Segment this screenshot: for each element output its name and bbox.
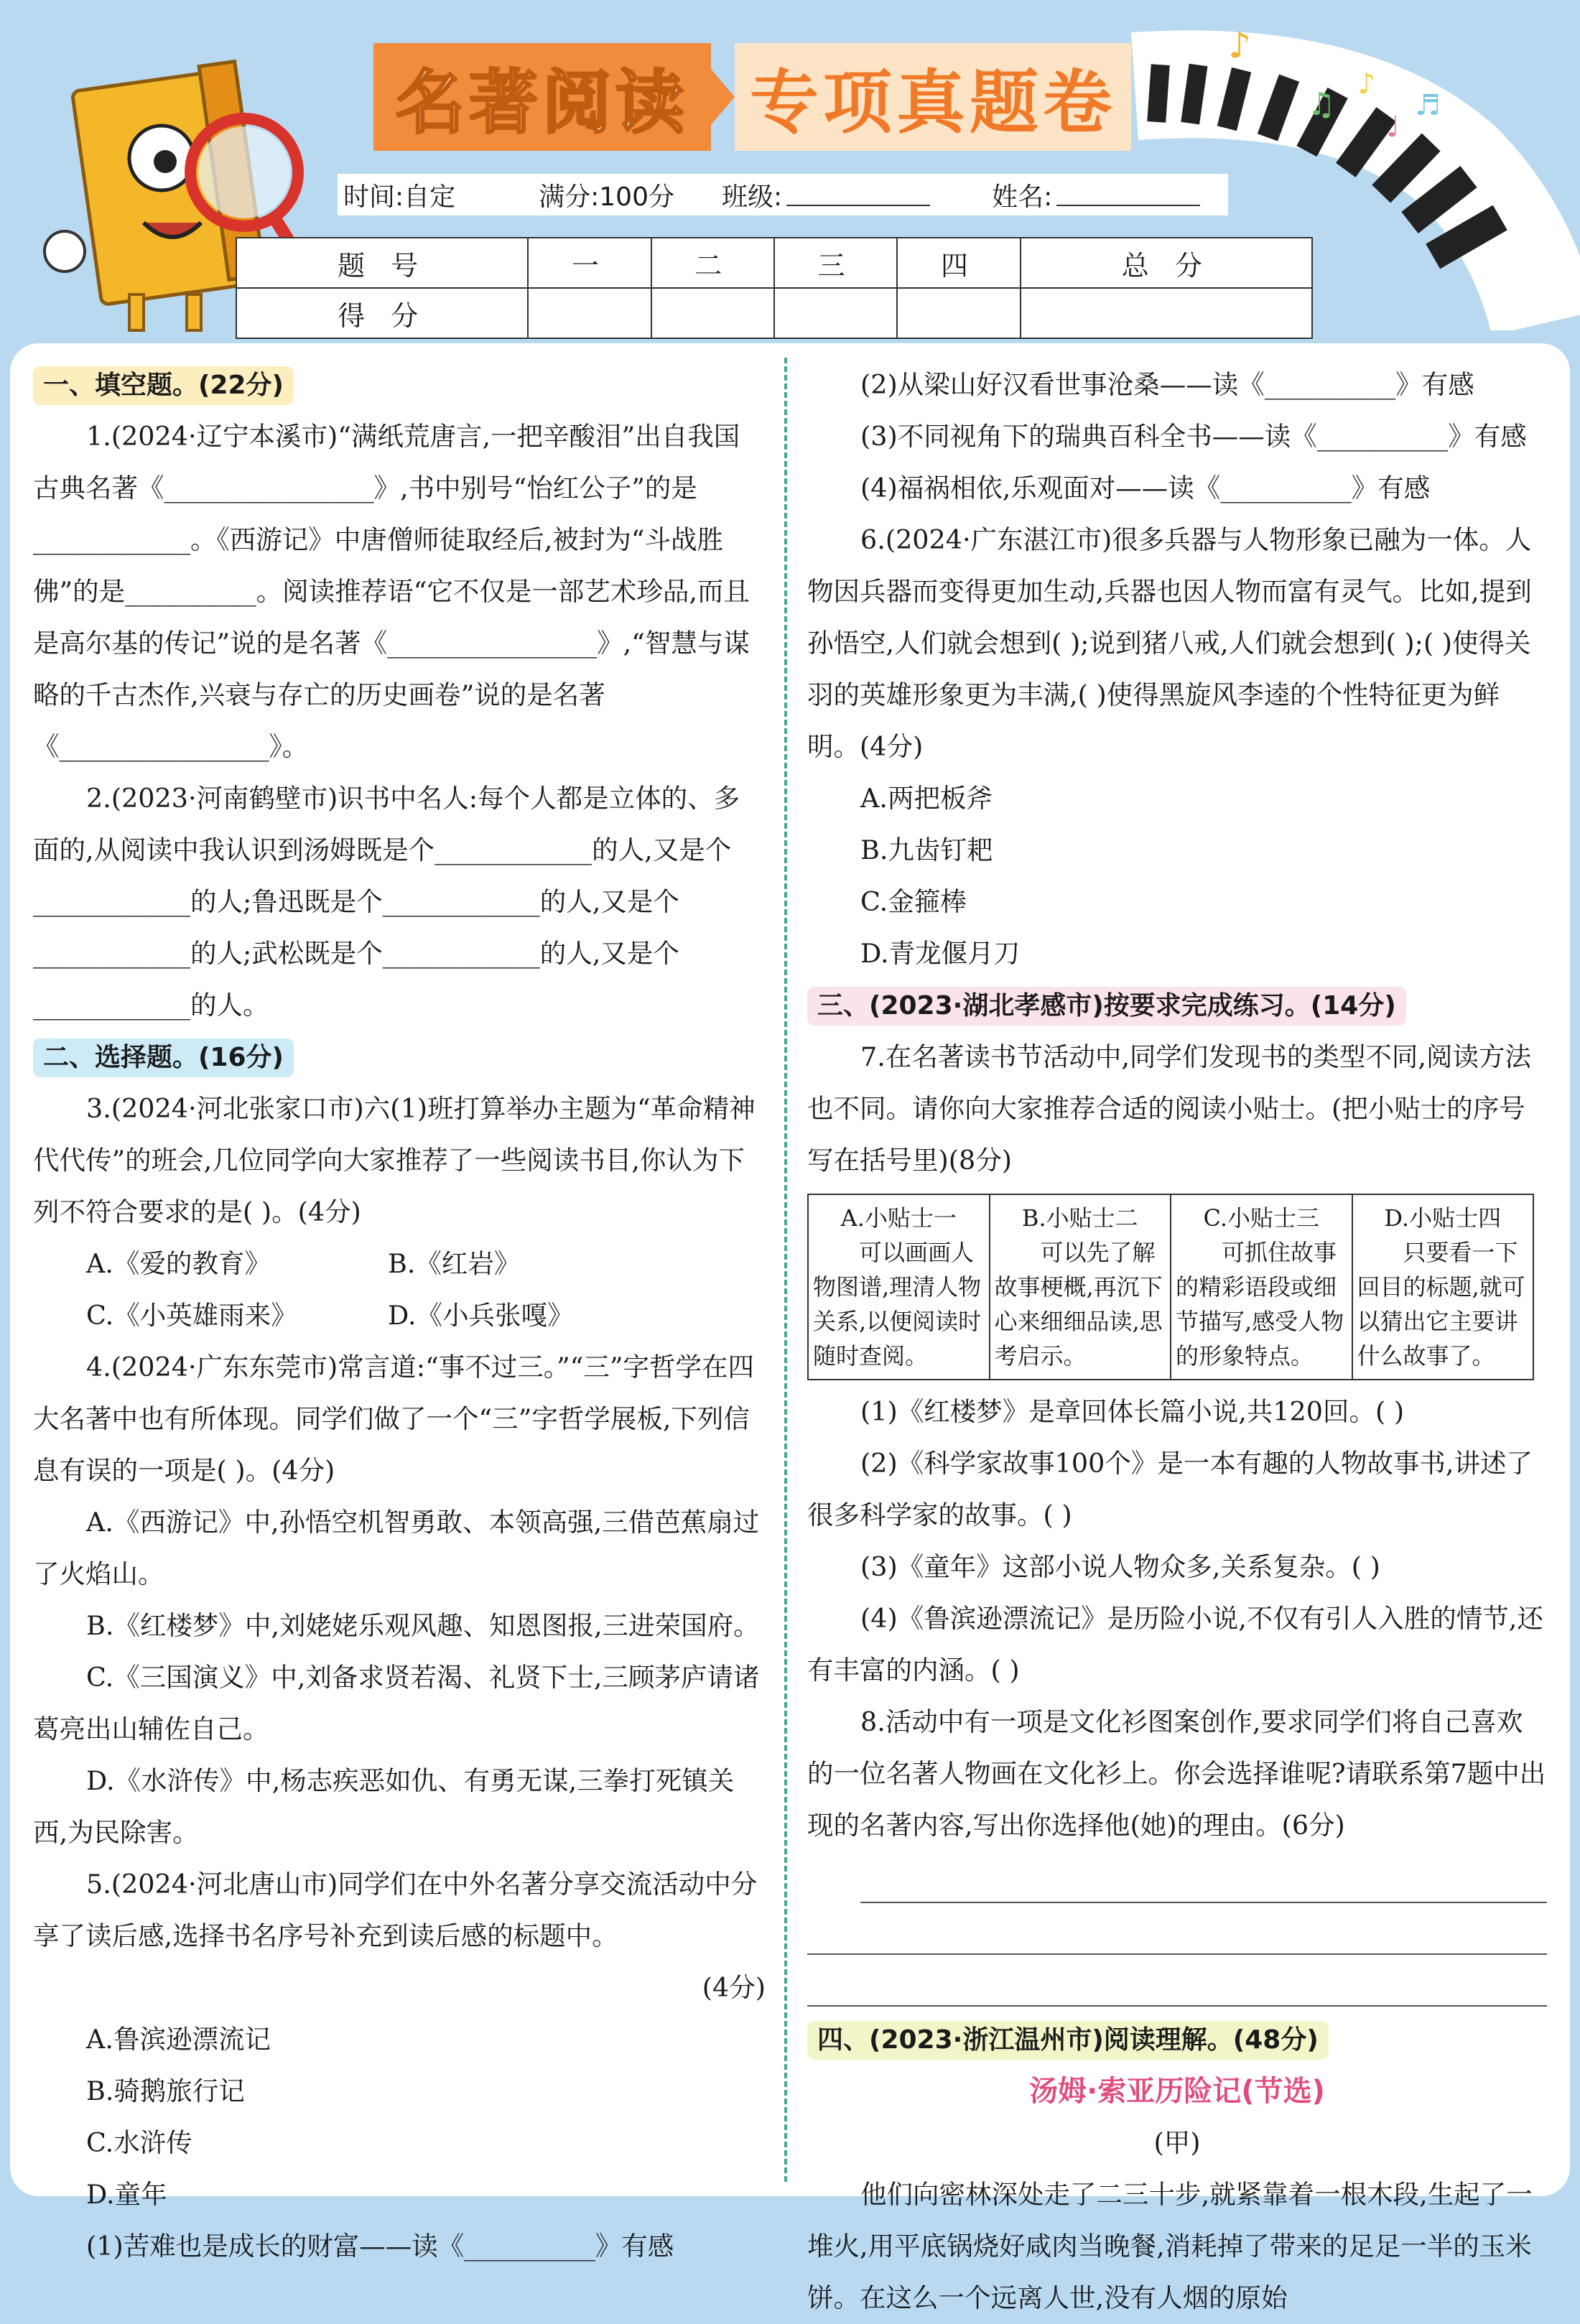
svg-text:♬: ♬ [1415,89,1441,122]
option-b[interactable]: B.《红岩》 [388,1248,521,1279]
exam-page [10,343,1570,2313]
tip-cell [808,1194,990,1380]
tip-body: 可以画画人物图谱,理清人物关系,以便阅读时随时查阅。 [813,1239,982,1370]
title-left: 名著阅读 [373,43,711,151]
tip-body: 只要看一下回目的标题,就可以猜出它主要讲什么故事了。 [1357,1239,1525,1370]
svg-text:♪: ♪ [1228,29,1251,66]
option-c: C.金箍棒 [860,886,967,917]
question-1: 1.(2024·辽宁本溪市)“满纸荒唐言,一把辛酸泪”出自我国古典名著《________________》,书中别号“怡红公子”的是____________。《西游记》中唐僧师徒取经后,被封为“斗战胜佛”的是__________。阅读推荐语“它不仅是一部艺术珍品,而且是高尔基的传记”说的是名著《________________》,“智慧与谋略的千古杰作,兴衰与存亡的历史画卷”说的是名著《________________》。 [33,421,750,762]
title-banner [373,43,1131,151]
score-cell: 四 [897,238,1020,288]
header [0,0,1580,345]
tip-cell [1171,1194,1352,1380]
question-4: 4.(2024·广东东莞市)常言道:“事不过三。”“三”字哲学在四大名著中也有所体现。同学们做了一个“三”字哲学展板,下列信息有误的一项是( )。(4分) [33,1352,754,1486]
score-input-cell[interactable] [528,288,651,338]
option-a[interactable]: A.《西游记》中,孙悟空机智勇敢、本领高强,三借芭蕉扇过了火焰山。 [33,1507,760,1589]
question-7-item-1: (1)《红楼梦》是章回体长篇小说,共120回。( ) [860,1396,1405,1427]
class-field[interactable] [786,183,930,206]
score-cell: 题 号 [236,238,528,288]
section-1-title: 一、填空题。(22分) [33,366,294,405]
svg-text:♩: ♩ [1386,111,1400,144]
option-d[interactable]: D.《水浒传》中,杨志疾恶如仇、有勇无谋,三拳打死镇关西,为民除害。 [33,1765,735,1848]
score-input-cell[interactable] [1021,288,1312,338]
score-cell: 得 分 [236,288,528,338]
tip-body: 可抓住故事的精彩语段或细节描写,感受人物的形象特点。 [1176,1239,1344,1370]
section-2-title: 二、选择题。(16分) [33,1038,294,1077]
question-7-item-2: (2)《科学家故事100个》是一本有趣的人物故事书,讲述了很多科学家的故事。( ) [807,1448,1533,1530]
question-7: 7.在名著读书节活动中,同学们发现书的类型不同,阅读方法也不同。请你向大家推荐合适的阅读小贴士。(把小贴士的序号写在括号里)(8分) [807,1041,1532,1176]
score-input-cell[interactable] [651,288,774,338]
score-table-header-row [236,238,1312,288]
question-3: 3.(2024·河北张家口市)六(1)班打算举办主题为“革命精神代代传”的班会,几位同学向大家推荐了一些阅读书目,你认为下列不符合要求的是( )。(4分) [33,1093,756,1227]
tip-cell [990,1194,1171,1380]
tip-body: 可以先了解故事梗概,再沉下心来细细品读,思考启示。 [994,1239,1163,1370]
question-2: 2.(2023·河南鹤壁市)识书中名人:每个人都是立体的、多面的,从阅读中我认识到汤姆既是个____________的人,又是个____________的人;鲁迅既是个____________的人,又是个____________的人;武松既是个____________的人,又是个____________的人。 [33,783,740,1021]
score-input-cell[interactable] [897,288,1020,338]
column-divider [784,358,787,2182]
question-3-options [33,1238,766,1342]
full-score-label: 满分:100分 [539,182,674,212]
section-4-title: 四、(2023·浙江温州市)阅读理解。(48分) [807,2021,1329,2060]
class-label: 班级: [721,182,783,212]
option-d[interactable]: D.《小兵张嘎》 [388,1300,574,1331]
score-cell: 三 [774,238,897,288]
tip-head: A.小贴士一 [840,1204,957,1232]
option-b: B.九齿钉耙 [860,835,993,865]
option-c: C.水浒传 [86,2127,192,2158]
question-5: 5.(2024·河北唐山市)同学们在中外名著分享交流活动中分享了读后感,选择书名序号补充到读后感的标题中。 [33,1869,758,1951]
option-d: D.童年 [86,2179,167,2210]
tip-head: C.小贴士三 [1203,1204,1320,1232]
score-cell: 总 分 [1021,238,1312,288]
question-6-options [807,773,1547,980]
time-label: 时间:自定 [343,182,456,212]
question-5-item-2: (2)从梁山好汉看世事沧桑——读《__________》有感 [860,369,1474,400]
story-title: 汤姆·索亚历险记(节选) [1029,2075,1325,2108]
question-5-score: (4分) [702,1972,766,2003]
title-arrow-icon [710,68,735,126]
option-a: A.鲁滨逊漂流记 [86,2024,271,2055]
svg-text:♪: ♪ [1357,68,1376,101]
score-cell: 二 [651,238,774,288]
question-5-item-4: (4)福祸相依,乐观面对——读《__________》有感 [860,473,1431,503]
score-table [236,237,1313,339]
option-a: A.两把板斧 [860,783,993,814]
tip-head: D.小贴士四 [1384,1204,1502,1232]
question-6: 6.(2024·广东湛江市)很多兵器与人物形象已融为一体。人物因兵器而变得更加生动,兵器也因人物而富有灵气。比如,提到孙悟空,人们就会想到( );说到猪八戒,人们就会想到( );( )使得关羽的英雄形象更为丰满,( )使得黑旋风李逵的个性特征更为鲜明。(4分) [807,524,1532,762]
reading-tips-table [807,1194,1534,1380]
title-right: 专项真题卷 [735,43,1131,151]
question-8: 8.活动中有一项是文化衫图案创作,要求同学们将自己喜欢的一位名著人物画在文化衫上。你会选择谁呢?请联系第7题中出现的名著内容,写出你选择他(她)的理由。(6分) [807,1706,1546,1841]
option-d: D.青龙偃月刀 [860,938,1021,969]
tip-cell [1352,1194,1534,1380]
score-table-score-row [236,288,1312,338]
score-cell: 一 [528,238,651,288]
answer-line[interactable] [807,1955,1547,2007]
question-7-item-3: (3)《童年》这部小说人物众多,关系复杂。( ) [860,1551,1380,1582]
name-label: 姓名: [992,182,1053,212]
option-b[interactable]: B.《红楼梦》中,刘姥姥乐观风趣、知恩图报,三进荣国府。 [86,1610,760,1641]
option-c[interactable]: C.《小英雄雨来》 [86,1300,297,1331]
passage-part-label: (甲) [1153,2127,1201,2158]
score-input-cell[interactable] [774,288,897,338]
name-field[interactable] [1056,183,1200,206]
option-a[interactable]: A.《爱的教育》 [86,1248,271,1279]
answer-line[interactable] [860,1851,1547,1903]
option-c[interactable]: C.《三国演义》中,刘备求贤若渴、礼贤下士,三顾茅庐请诸葛亮出山辅佐自己。 [33,1662,760,1744]
section-3-title: 三、(2023·湖北孝感市)按要求完成练习。(14分) [807,987,1406,1026]
question-5-options [33,2014,766,2221]
left-column [33,359,766,2272]
exam-meta [338,174,1228,215]
question-7-item-4: (4)《鲁滨逊漂流记》是历险小说,不仅有引人入胜的情节,还有丰富的内涵。( ) [807,1603,1543,1686]
svg-text:♫: ♫ [1307,86,1336,123]
right-column [807,359,1547,2324]
reading-passage: 他们向密林深处走了二三十步,就紧靠着一根木段,生起了一堆火,用平底锅烧好咸肉当晚餐,消耗掉了带来的足足一半的玉米饼。在这么一个远离人世,没有人烟的原始 [807,2179,1533,2313]
question-5-item-1: (1)苦难也是成长的财富——读《__________》有感 [86,2231,674,2262]
question-5-item-3: (3)不同视角下的瑞典百科全书——读《__________》有感 [860,421,1527,452]
answer-line[interactable] [807,1903,1547,1955]
tip-head: B.小贴士二 [1021,1204,1138,1232]
option-b: B.骑鹅旅行记 [86,2076,245,2106]
